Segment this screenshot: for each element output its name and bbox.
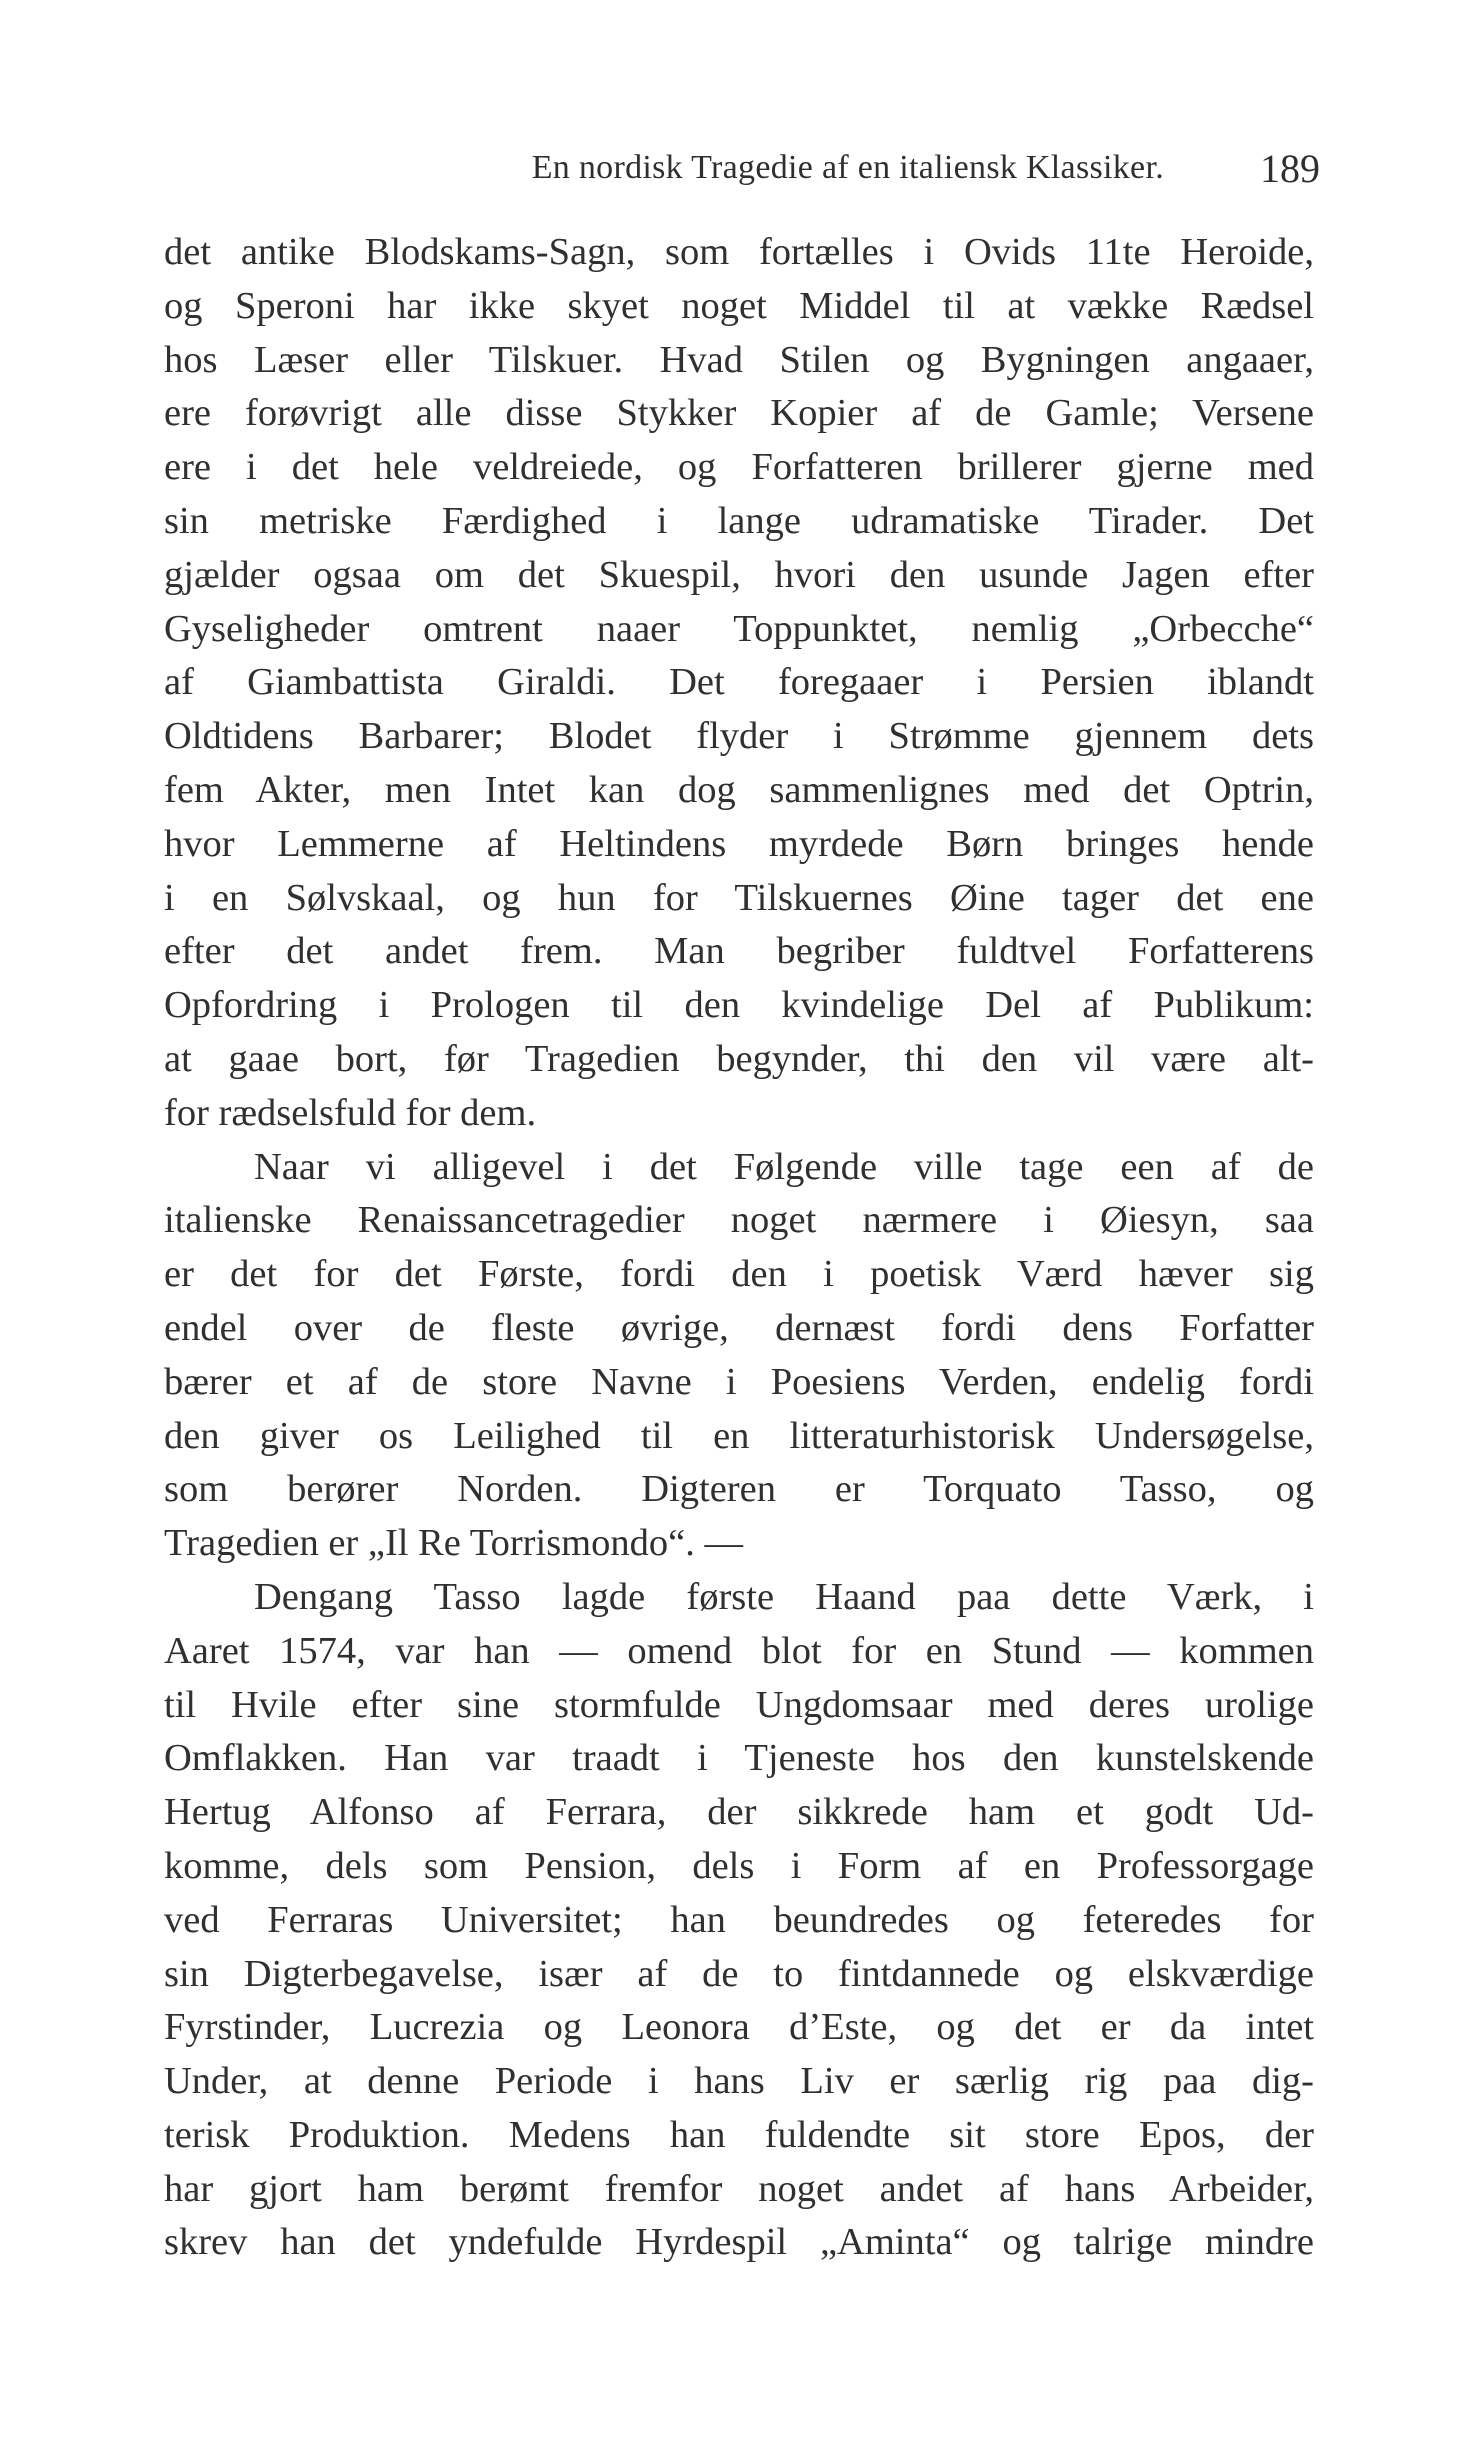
text-line: at gaae bort, før Tragedien begynder, thi den vil være alt- bbox=[164, 1037, 1314, 1080]
text-line: hos Læser eller Tilskuer. Hvad Stilen og Bygningen angaaer, bbox=[164, 338, 1314, 381]
text-line: det antike Blodskams-Sagn, som fortælles i Ovids 11te Heroide, bbox=[164, 231, 1314, 273]
text-line: skrev han det yndefulde Hyrdespil „Aminta“ og talrige mindre bbox=[164, 2221, 1314, 2264]
text-line: i en Sølvskaal, og hun for Tilskuernes Øine tager det ene bbox=[164, 876, 1314, 919]
text-line: sin metriske Færdighed i lange udramatiske Tirader. Det bbox=[164, 499, 1314, 542]
text-line: terisk Produktion. Medens han fuldendte sit store Epos, der bbox=[164, 2113, 1314, 2156]
text-line: sin Digterbegavelse, især af de to fintdannede og elskværdige bbox=[164, 1952, 1314, 1995]
text-line: Hertug Alfonso af Ferrara, der sikkrede ham et godt Ud- bbox=[164, 1791, 1314, 1834]
body-text bbox=[164, 226, 1314, 2270]
text-line: Oldtidens Barbarer; Blodet flyder i Strømme gjennem dets bbox=[164, 715, 1314, 758]
text-line: efter det andet frem. Man begriber fuldtvel Forfatterens bbox=[164, 930, 1314, 973]
text-line: fem Akter, men Intet kan dog sammenlignes med det Optrin, bbox=[164, 768, 1314, 811]
text-line: og Speroni har ikke skyet noget Middel til at vække Rædsel bbox=[164, 284, 1314, 327]
text-line: bærer et af de store Navne i Poesiens Verden, endelig fordi bbox=[164, 1360, 1314, 1403]
text-line: for rædselsfuld for dem. bbox=[164, 1091, 537, 1134]
text-line: har gjort ham berømt fremfor noget andet af hans Arbeider, bbox=[164, 2167, 1314, 2210]
text-line: Naar vi alligevel i det Følgende ville tage een af de bbox=[254, 1145, 1314, 1188]
text-line: Gyseligheder omtrent naaer Toppunktet, nemlig „Orbecche“ bbox=[164, 607, 1314, 650]
text-line: Aaret 1574, var han — omend blot for en Stund — kommen bbox=[164, 1629, 1314, 1672]
text-line: Omflakken. Han var traadt i Tjeneste hos den kunstelskende bbox=[164, 1737, 1314, 1780]
text-line: er det for det Første, fordi den i poetisk Værd hæver sig bbox=[164, 1253, 1314, 1296]
text-line: komme, dels som Pension, dels i Form af en Professorgage bbox=[164, 1844, 1314, 1887]
text-line: italienske Renaissancetragedier noget nærmere i Øiesyn, saa bbox=[164, 1199, 1314, 1242]
running-head bbox=[360, 140, 1320, 196]
text-line: ved Ferraras Universitet; han beundredes og feteredes for bbox=[164, 1898, 1314, 1941]
text-line: den giver os Leilighed til en litteraturhistorisk Undersøgelse, bbox=[164, 1414, 1314, 1457]
running-title: En nordisk Tragedie af en italiensk Klassiker. bbox=[531, 149, 1164, 186]
text-line: endel over de fleste øvrige, dernæst fordi dens Forfatter bbox=[164, 1306, 1314, 1349]
text-line: Under, at denne Periode i hans Liv er særlig rig paa dig- bbox=[164, 2060, 1314, 2103]
text-line: Tragedien er „Il Re Torrismondo“. — bbox=[164, 1522, 743, 1565]
text-line: til Hvile efter sine stormfulde Ungdomsaar med deres urolige bbox=[164, 1683, 1314, 1726]
text-line: ere forøvrigt alle disse Stykker Kopier af de Gamle; Versene bbox=[164, 392, 1314, 435]
text-line: Opfordring i Prologen til den kvindelige Del af Publikum: bbox=[164, 984, 1314, 1027]
text-line: Dengang Tasso lagde første Haand paa dette Værk, i bbox=[254, 1575, 1314, 1618]
text-line: som berører Norden. Digteren er Torquato Tasso, og bbox=[164, 1468, 1314, 1511]
text-line: ere i det hele veldreiede, og Forfatteren brillerer gjerne med bbox=[164, 446, 1314, 489]
text-line: Fyrstinder, Lucrezia og Leonora d’Este, og det er da intet bbox=[164, 2006, 1314, 2049]
text-line: gjælder ogsaa om det Skuespil, hvori den usunde Jagen efter bbox=[164, 553, 1314, 596]
text-line: af Giambattista Giraldi. Det foregaaer i Persien iblandt bbox=[164, 661, 1314, 704]
page-number: 189 bbox=[1260, 145, 1320, 191]
text-line: hvor Lemmerne af Heltindens myrdede Børn bringes hende bbox=[164, 822, 1314, 865]
